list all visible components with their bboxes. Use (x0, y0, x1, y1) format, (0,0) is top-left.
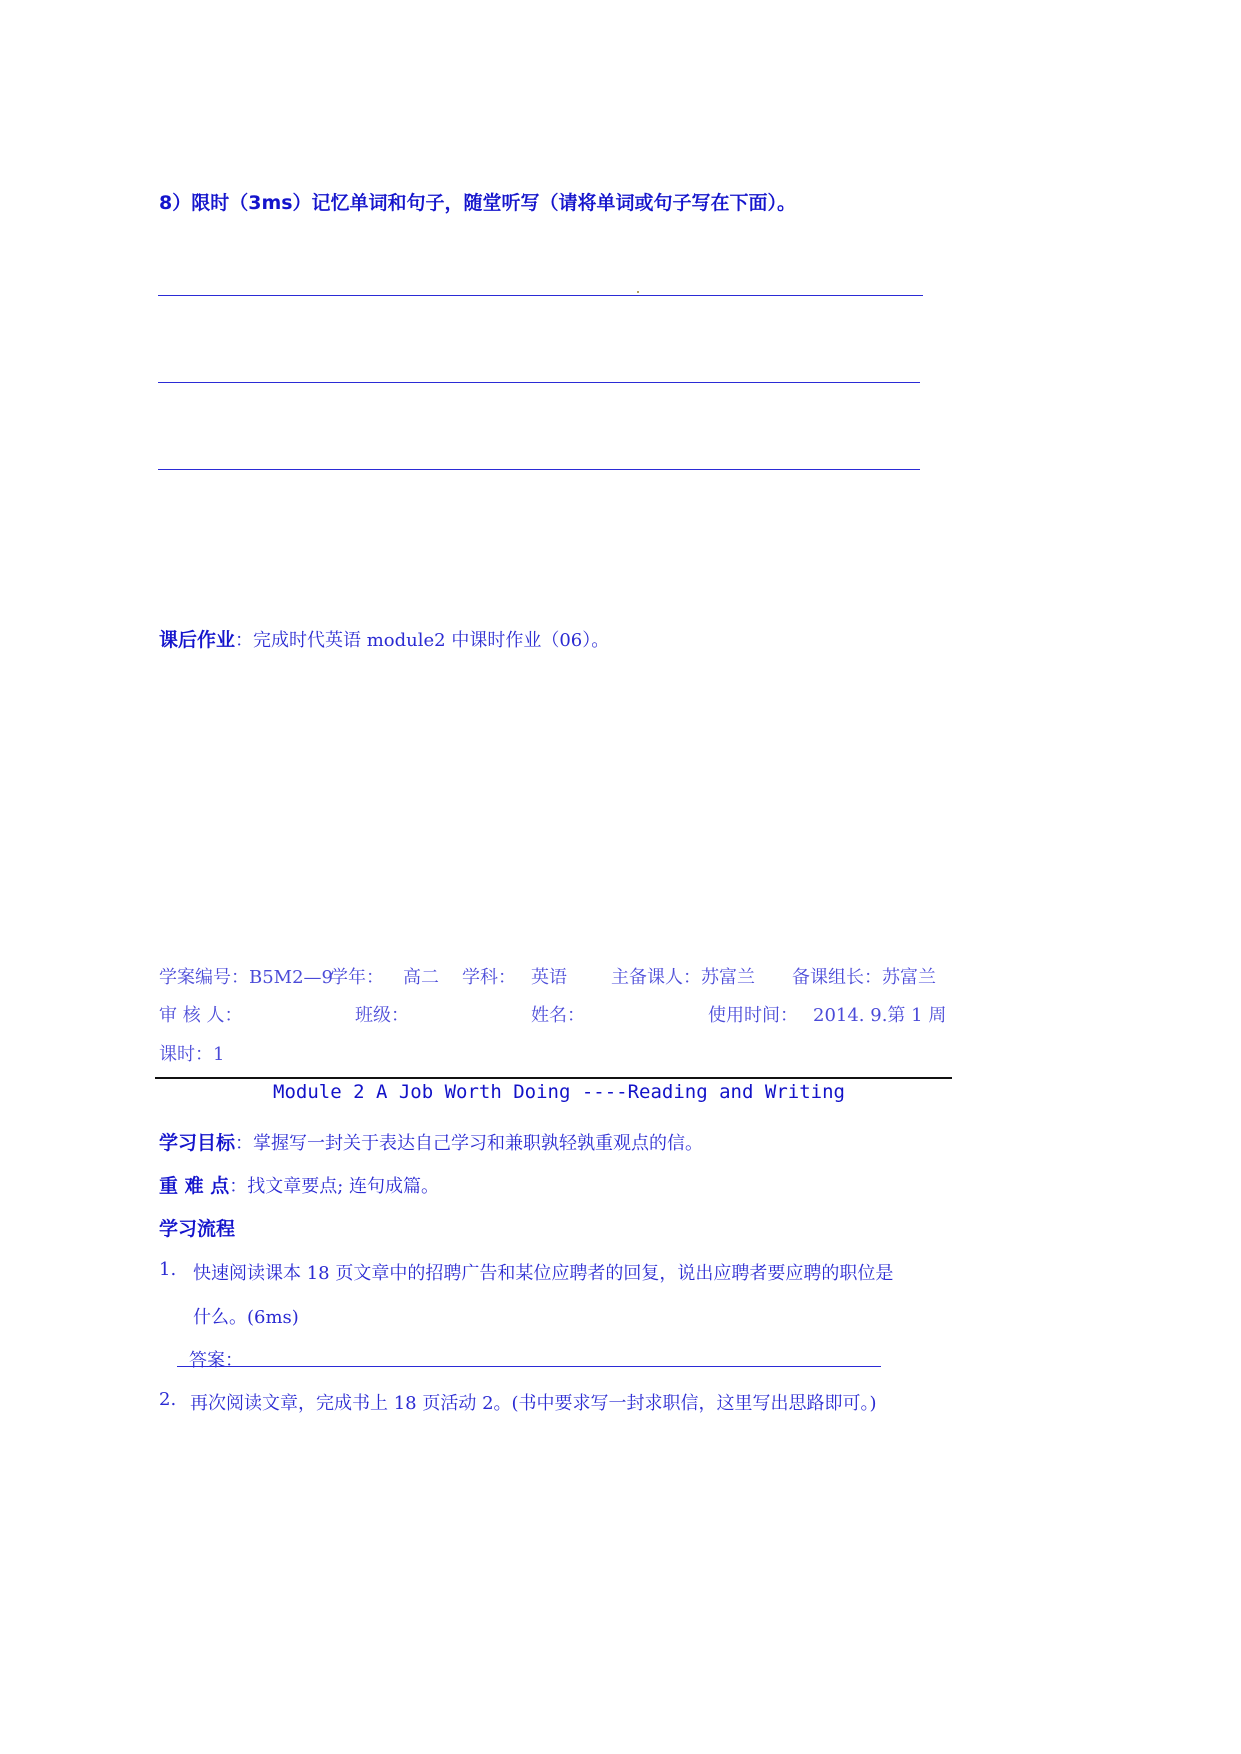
answer-label: 答案： (189, 1350, 243, 1371)
writing-line-2[interactable] (158, 382, 920, 383)
homework-line (159, 625, 609, 652)
info-name-label: 姓名： (531, 1005, 585, 1026)
writing-line-1[interactable] (158, 295, 923, 296)
dictation-instruction: 8）限时（3ms）记忆单词和句子，随堂听写（请将单词或句子写在下面）。 (159, 192, 797, 214)
info-subject-label: 学科： (462, 967, 516, 988)
objective-label: 学习目标 (159, 1132, 236, 1154)
info-class-label: 班级： (355, 1005, 409, 1026)
objective-text: ：掌握写一封关于表达自己学习和兼职孰轻孰重观点的信。 (235, 1133, 704, 1154)
header-divider (155, 1077, 952, 1079)
step-1-number: 1. (159, 1259, 177, 1280)
objective-line (159, 1128, 703, 1155)
info-group-leader: 备课组长：苏富兰 (792, 967, 936, 988)
info-period: 课时：1 (159, 1044, 225, 1065)
answer-line[interactable] (177, 1366, 881, 1367)
homework-text: ：完成时代英语 module2 中课时作业（06）。 (235, 630, 610, 651)
step-2-line-1: 再次阅读文章，完成书上 18 页活动 2。(书中要求写一封求职信，这里写出思路即可。) (190, 1393, 877, 1414)
process-title: 学习流程 (159, 1218, 236, 1240)
info-time-label: 使用时间： (708, 1005, 798, 1026)
info-code: 学案编号：B5M2—9 (159, 967, 334, 988)
info-grade: 高二 (403, 967, 439, 988)
page-title: Module 2 A Job Worth Doing ----Reading and Writing (273, 1081, 845, 1103)
info-lead-teacher: 主备课人：苏富兰 (611, 967, 755, 988)
info-time-value: 2014. 9.第 1 周 (813, 1005, 947, 1026)
info-subject: 英语 (531, 967, 567, 988)
homework-label: 课后作业 (159, 629, 236, 651)
difficulty-line (159, 1171, 439, 1198)
step-2-number: 2. (159, 1389, 177, 1410)
step-1-line-1: 快速阅读课本 18 页文章中的招聘广告和某位应聘者的回复，说出应聘者要应聘的职位是 (193, 1263, 894, 1284)
writing-line-3[interactable] (158, 469, 920, 470)
stray-dot (637, 291, 639, 293)
difficulty-text: ：找文章要点; 连句成篇。 (229, 1176, 440, 1197)
difficulty-label: 重 难 点 (159, 1175, 230, 1197)
info-reviewer-label: 审 核 人： (159, 1005, 243, 1026)
step-1-line-2: 什么。(6ms) (193, 1307, 299, 1328)
info-year-label: 学年： (330, 967, 384, 988)
